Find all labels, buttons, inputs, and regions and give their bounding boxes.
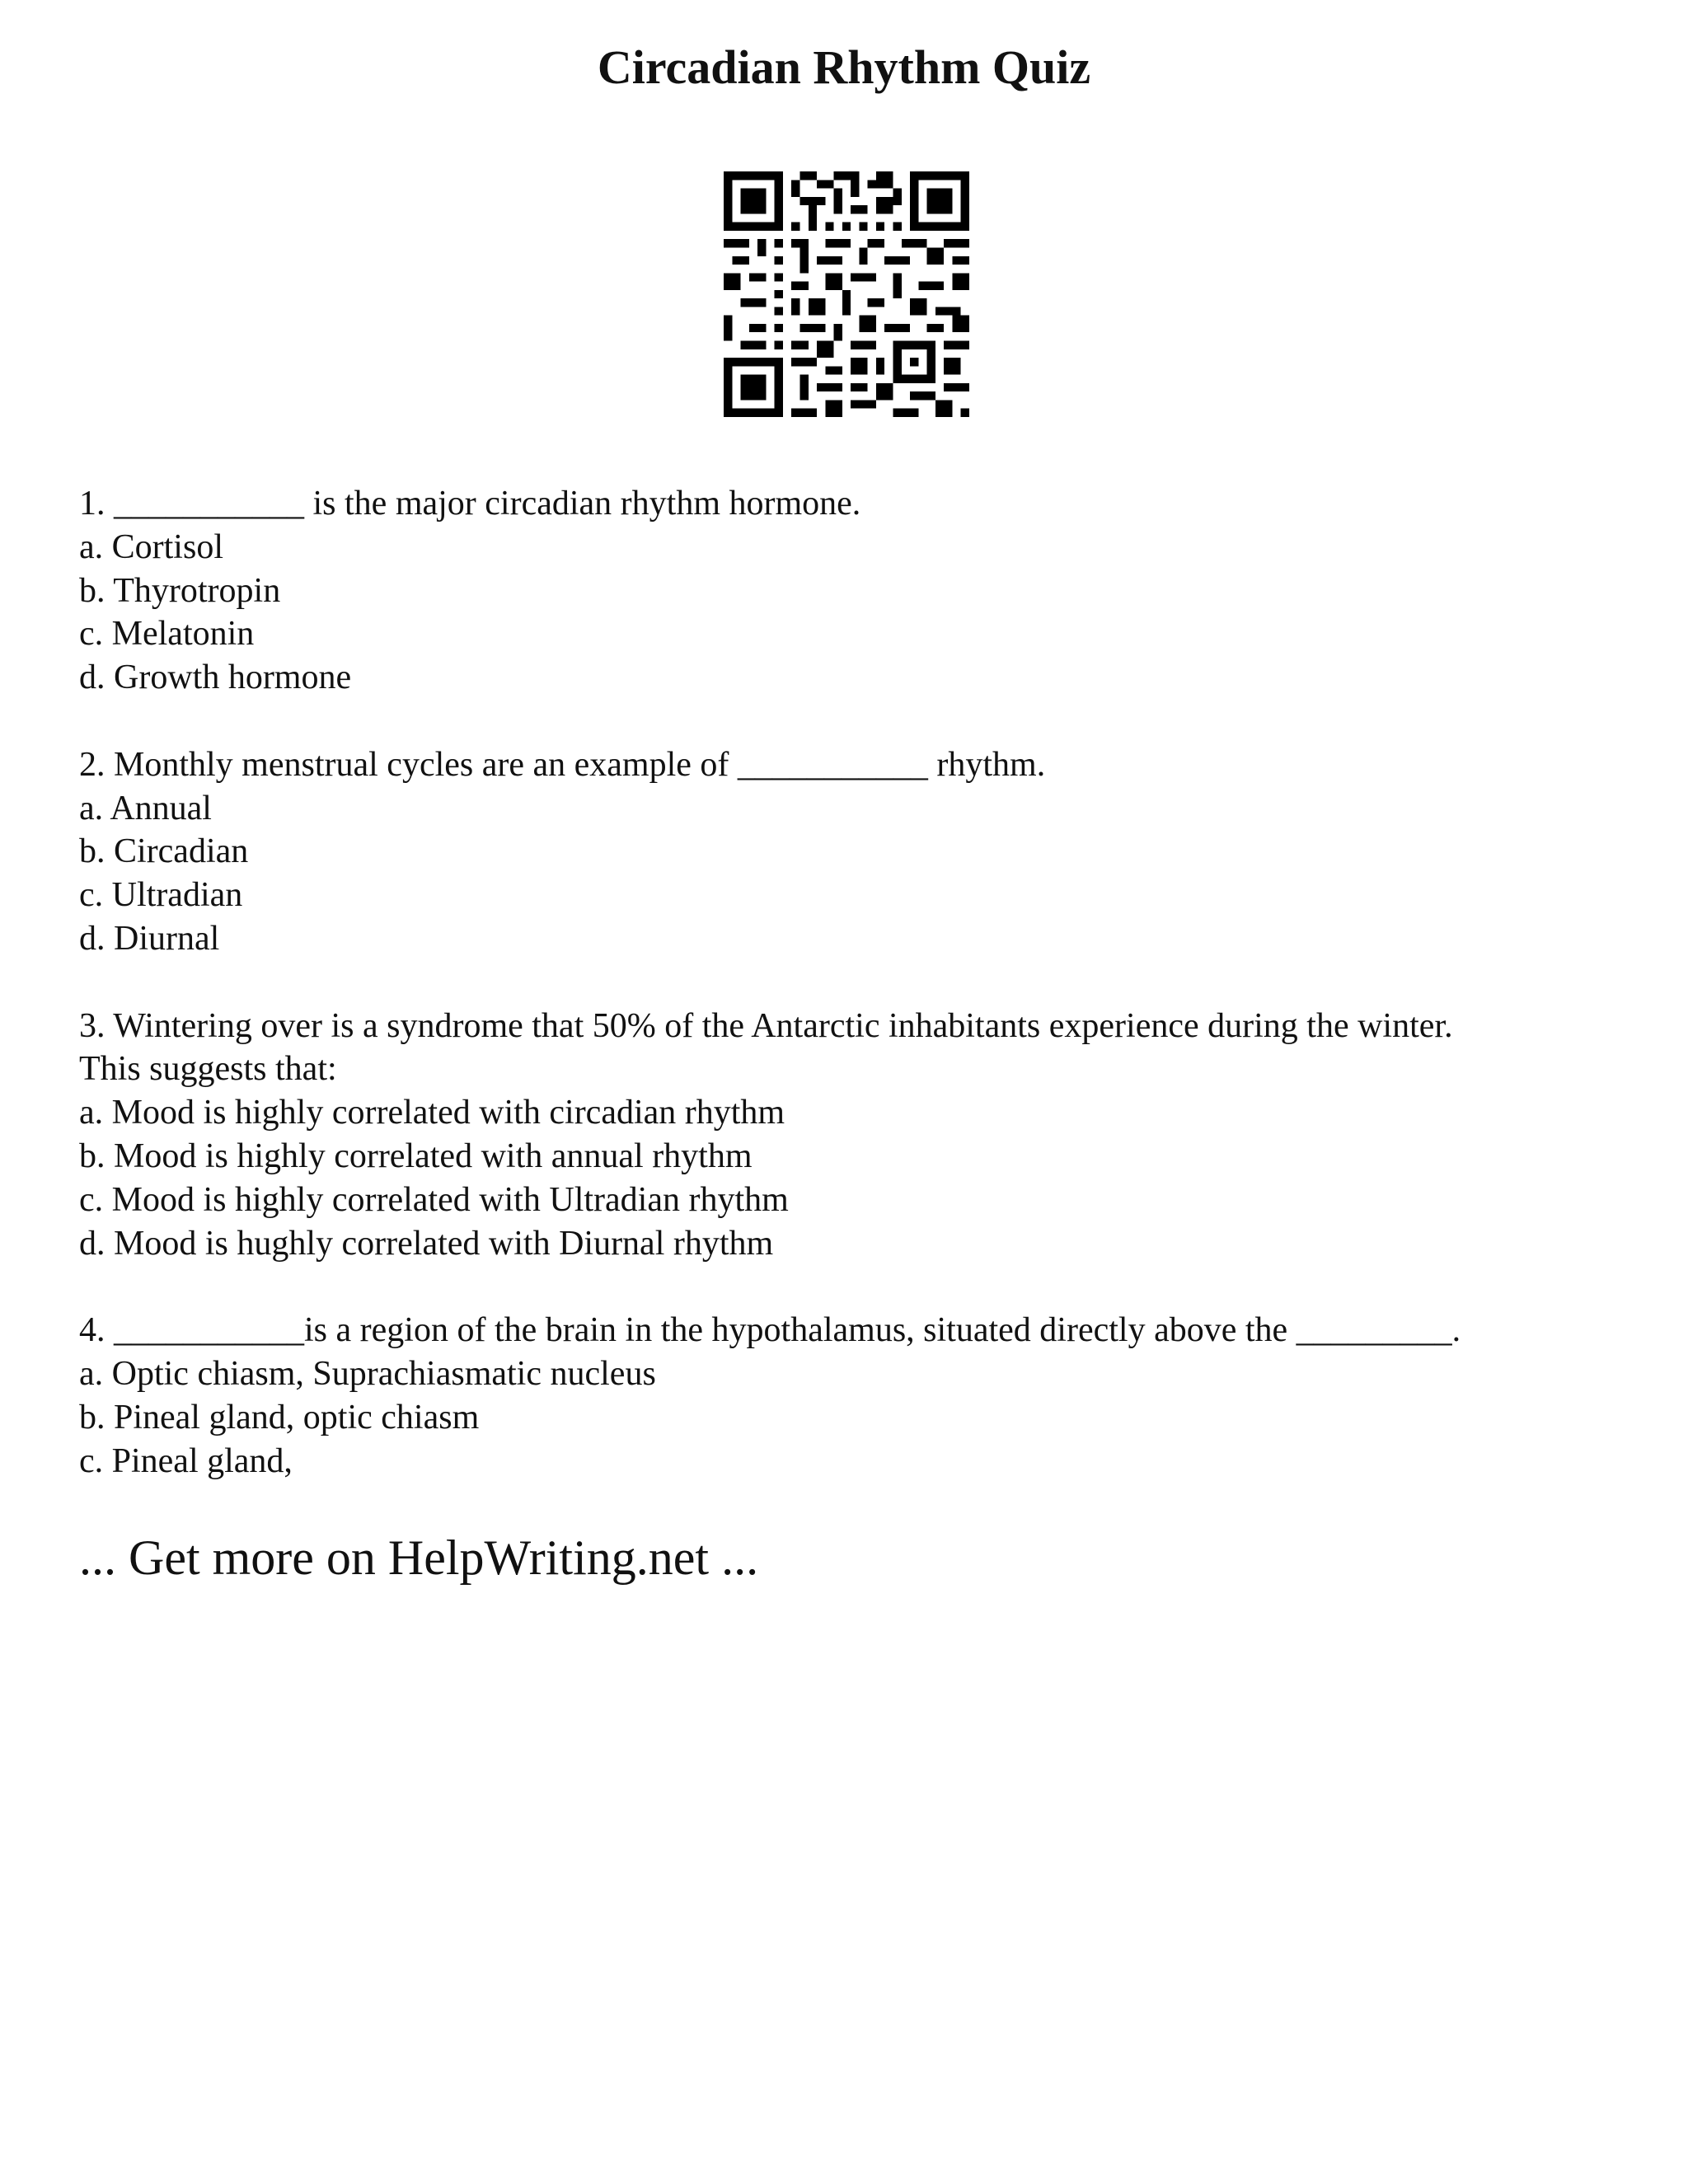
answer-option: c. Pineal gland,	[79, 1441, 293, 1480]
answer-option: a. Cortisol	[79, 527, 223, 566]
answer-option: a. Annual	[79, 789, 212, 827]
answer-option: d. Diurnal	[79, 919, 220, 958]
answer-option: c. Mood is highly correlated with Ultradian rhythm	[79, 1180, 789, 1219]
spacer	[79, 1265, 1645, 1309]
question-4	[79, 1309, 1645, 1483]
question-2	[79, 743, 1645, 961]
promo-text: ... Get more on HelpWriting.net ...	[79, 1530, 759, 1585]
answer-option: b. Circadian	[79, 832, 249, 871]
answer-option: b. Thyrotropin	[79, 571, 281, 610]
spacer	[79, 961, 1645, 1005]
answer-option: b. Pineal gland, optic chiasm	[79, 1398, 480, 1436]
question-3	[79, 1005, 1645, 1266]
spacer	[79, 700, 1645, 743]
question-1	[79, 482, 1645, 700]
answer-option: c. Ultradian	[79, 876, 243, 915]
answer-option: d. Mood is hughly correlated with Diurnal rhythm	[79, 1224, 774, 1263]
question-text: This suggests that:	[79, 1050, 337, 1089]
answer-option: b. Mood is highly correlated with annual rhythm	[79, 1137, 753, 1175]
qr-code-icon	[724, 171, 969, 417]
quiz-body	[79, 482, 1645, 1483]
question-text: 1. ___________ is the major circadian rhythm hormone.	[79, 485, 861, 523]
question-text: 3. Wintering over is a syndrome that 50% of the Antarctic inhabitants experience during the winter.	[79, 1006, 1453, 1045]
answer-option: a. Mood is highly correlated with circadian rhythm	[79, 1094, 785, 1132]
page-title: Circadian Rhythm Quiz	[597, 40, 1091, 94]
answer-option: c. Melatonin	[79, 615, 255, 654]
answer-option: a. Optic chiasm, Suprachiasmatic nucleus	[79, 1354, 656, 1393]
answer-option: d. Growth hormone	[79, 658, 352, 697]
question-text: 4. ___________is a region of the brain in the hypothalamus, situated directly above the _________.	[79, 1311, 1461, 1350]
question-text: 2. Monthly menstrual cycles are an example of ___________ rhythm.	[79, 745, 1046, 784]
